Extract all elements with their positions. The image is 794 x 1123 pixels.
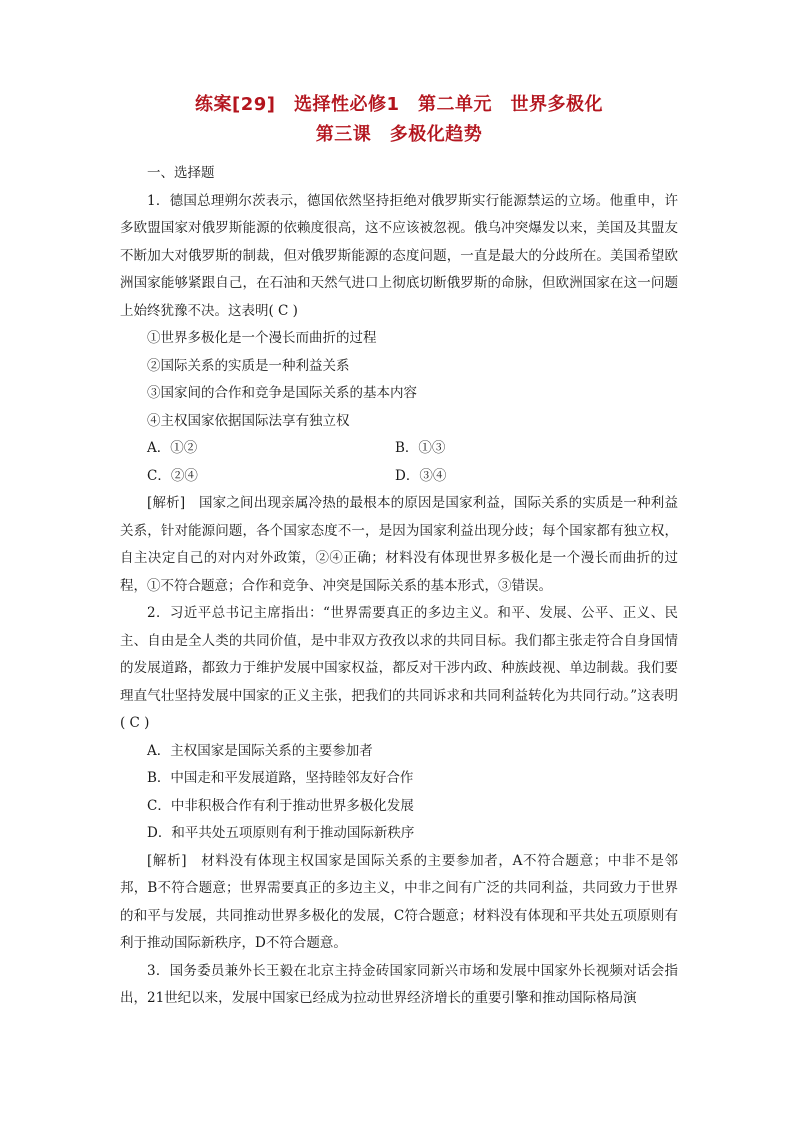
section-heading: 一、选择题 xyxy=(147,165,215,181)
question-1-stem: 1．德国总理朔尔茨表示，德国依然坚持拒绝对俄罗斯实行能源禁运的立场。他重申，许多欧盟国家对俄罗斯能源的依赖度很高，这不应该被忽视。俄乌冲突爆发以来，美国及其盟友不断加大对俄罗斯的制裁，但对俄罗斯能源的态度问题，一直是最大的分歧所在。美国希望欧洲国家能够紧跟自己，在石油和天然气进口上彻底切断俄罗斯的命脉，但欧洲国家在这一问题上始终犹豫不决。这表明( C ) xyxy=(120,192,678,319)
q2-option-b: B．中国走和平发展道路，坚持睦邻友好合作 xyxy=(147,770,414,786)
q1-option-a: A．①② xyxy=(147,440,198,456)
document-page xyxy=(120,90,678,1013)
q1-option-c: C．②④ xyxy=(147,467,198,484)
q2-option-a: A．主权国家是国际关系的主要参加者 xyxy=(147,742,373,759)
q2-option-d: D．和平共处五项原则有利于推动国际新秩序 xyxy=(147,825,415,841)
q2-analysis: [解析] 材料没有体现主权国家是国际关系的主要参加者，A不符合题意；中非不是邻邦，B不符合题意；世界需要真正的多边主义，中非之间有广泛的共同利益，共同致力于世界的和平与发展，共同推动世界多极化的发展，C符合题意；材料没有体现和平共处五项原则有利于推动国际新秩序，D不符合题意。 xyxy=(120,852,678,951)
q1-option-d: D．③④ xyxy=(395,467,447,484)
q1-options-row-2 xyxy=(120,463,678,491)
question-2-stem: 2．习近平总书记主席指出：“世界需要真正的多边主义。和平、发展、公平、正义、民主、自由是全人类的共同价值，是中非双方孜孜以求的共同目标。我们都主张走符合自身国情的发展道路，都致力于维护发展中国家权益，都反对干涉内政、种族歧视、单边制裁。我们要理直气壮坚持发展中国家的正义主张，把我们的共同诉求和共同利益转化为共同行动。”这表明( C ) xyxy=(120,605,678,731)
q1-item-4: ④主权国家依据国际法享有独立权 xyxy=(147,412,350,429)
q1-analysis: [解析] 国家之间出现亲属冷热的最根本的原因是国家利益，国际关系的实质是一种利益关系，针对能源问题，各个国家态度不一，是因为国家利益出现分歧；每个国家都有独立权，自主决定自己的对内对外政策，②④正确；材料没有体现世界多极化是一个漫长而曲折的过程，①不符合题意；合作和竞争、冲突是国际关系的基本形式，③错误。 xyxy=(120,495,678,594)
q1-item-1: ①世界多极化是一个漫长而曲折的过程 xyxy=(147,330,377,346)
q1-option-b: B．①③ xyxy=(395,440,446,456)
question-3-stem: 3．国务委员兼外长王毅在北京主持金砖国家同新兴市场和发展中国家外长视频对话会指出，21世纪以来，发展中国家已经成为拉动世界经济增长的重要引擎和推动国际格局演 xyxy=(120,962,678,1006)
q1-item-2: ②国际关系的实质是一种利益关系 xyxy=(147,357,350,374)
q2-option-c: C．中非积极合作有利于推动世界多极化发展 xyxy=(147,797,414,814)
doc-title-line1: 练案[29] 选择性必修1 第二单元 世界多极化 xyxy=(194,94,604,115)
doc-title-line2: 第三课 多极化趋势 xyxy=(315,124,483,145)
q1-item-3: ③国家间的合作和竞争是国际关系的基本内容 xyxy=(147,385,417,401)
q1-options-row-1 xyxy=(120,435,678,463)
